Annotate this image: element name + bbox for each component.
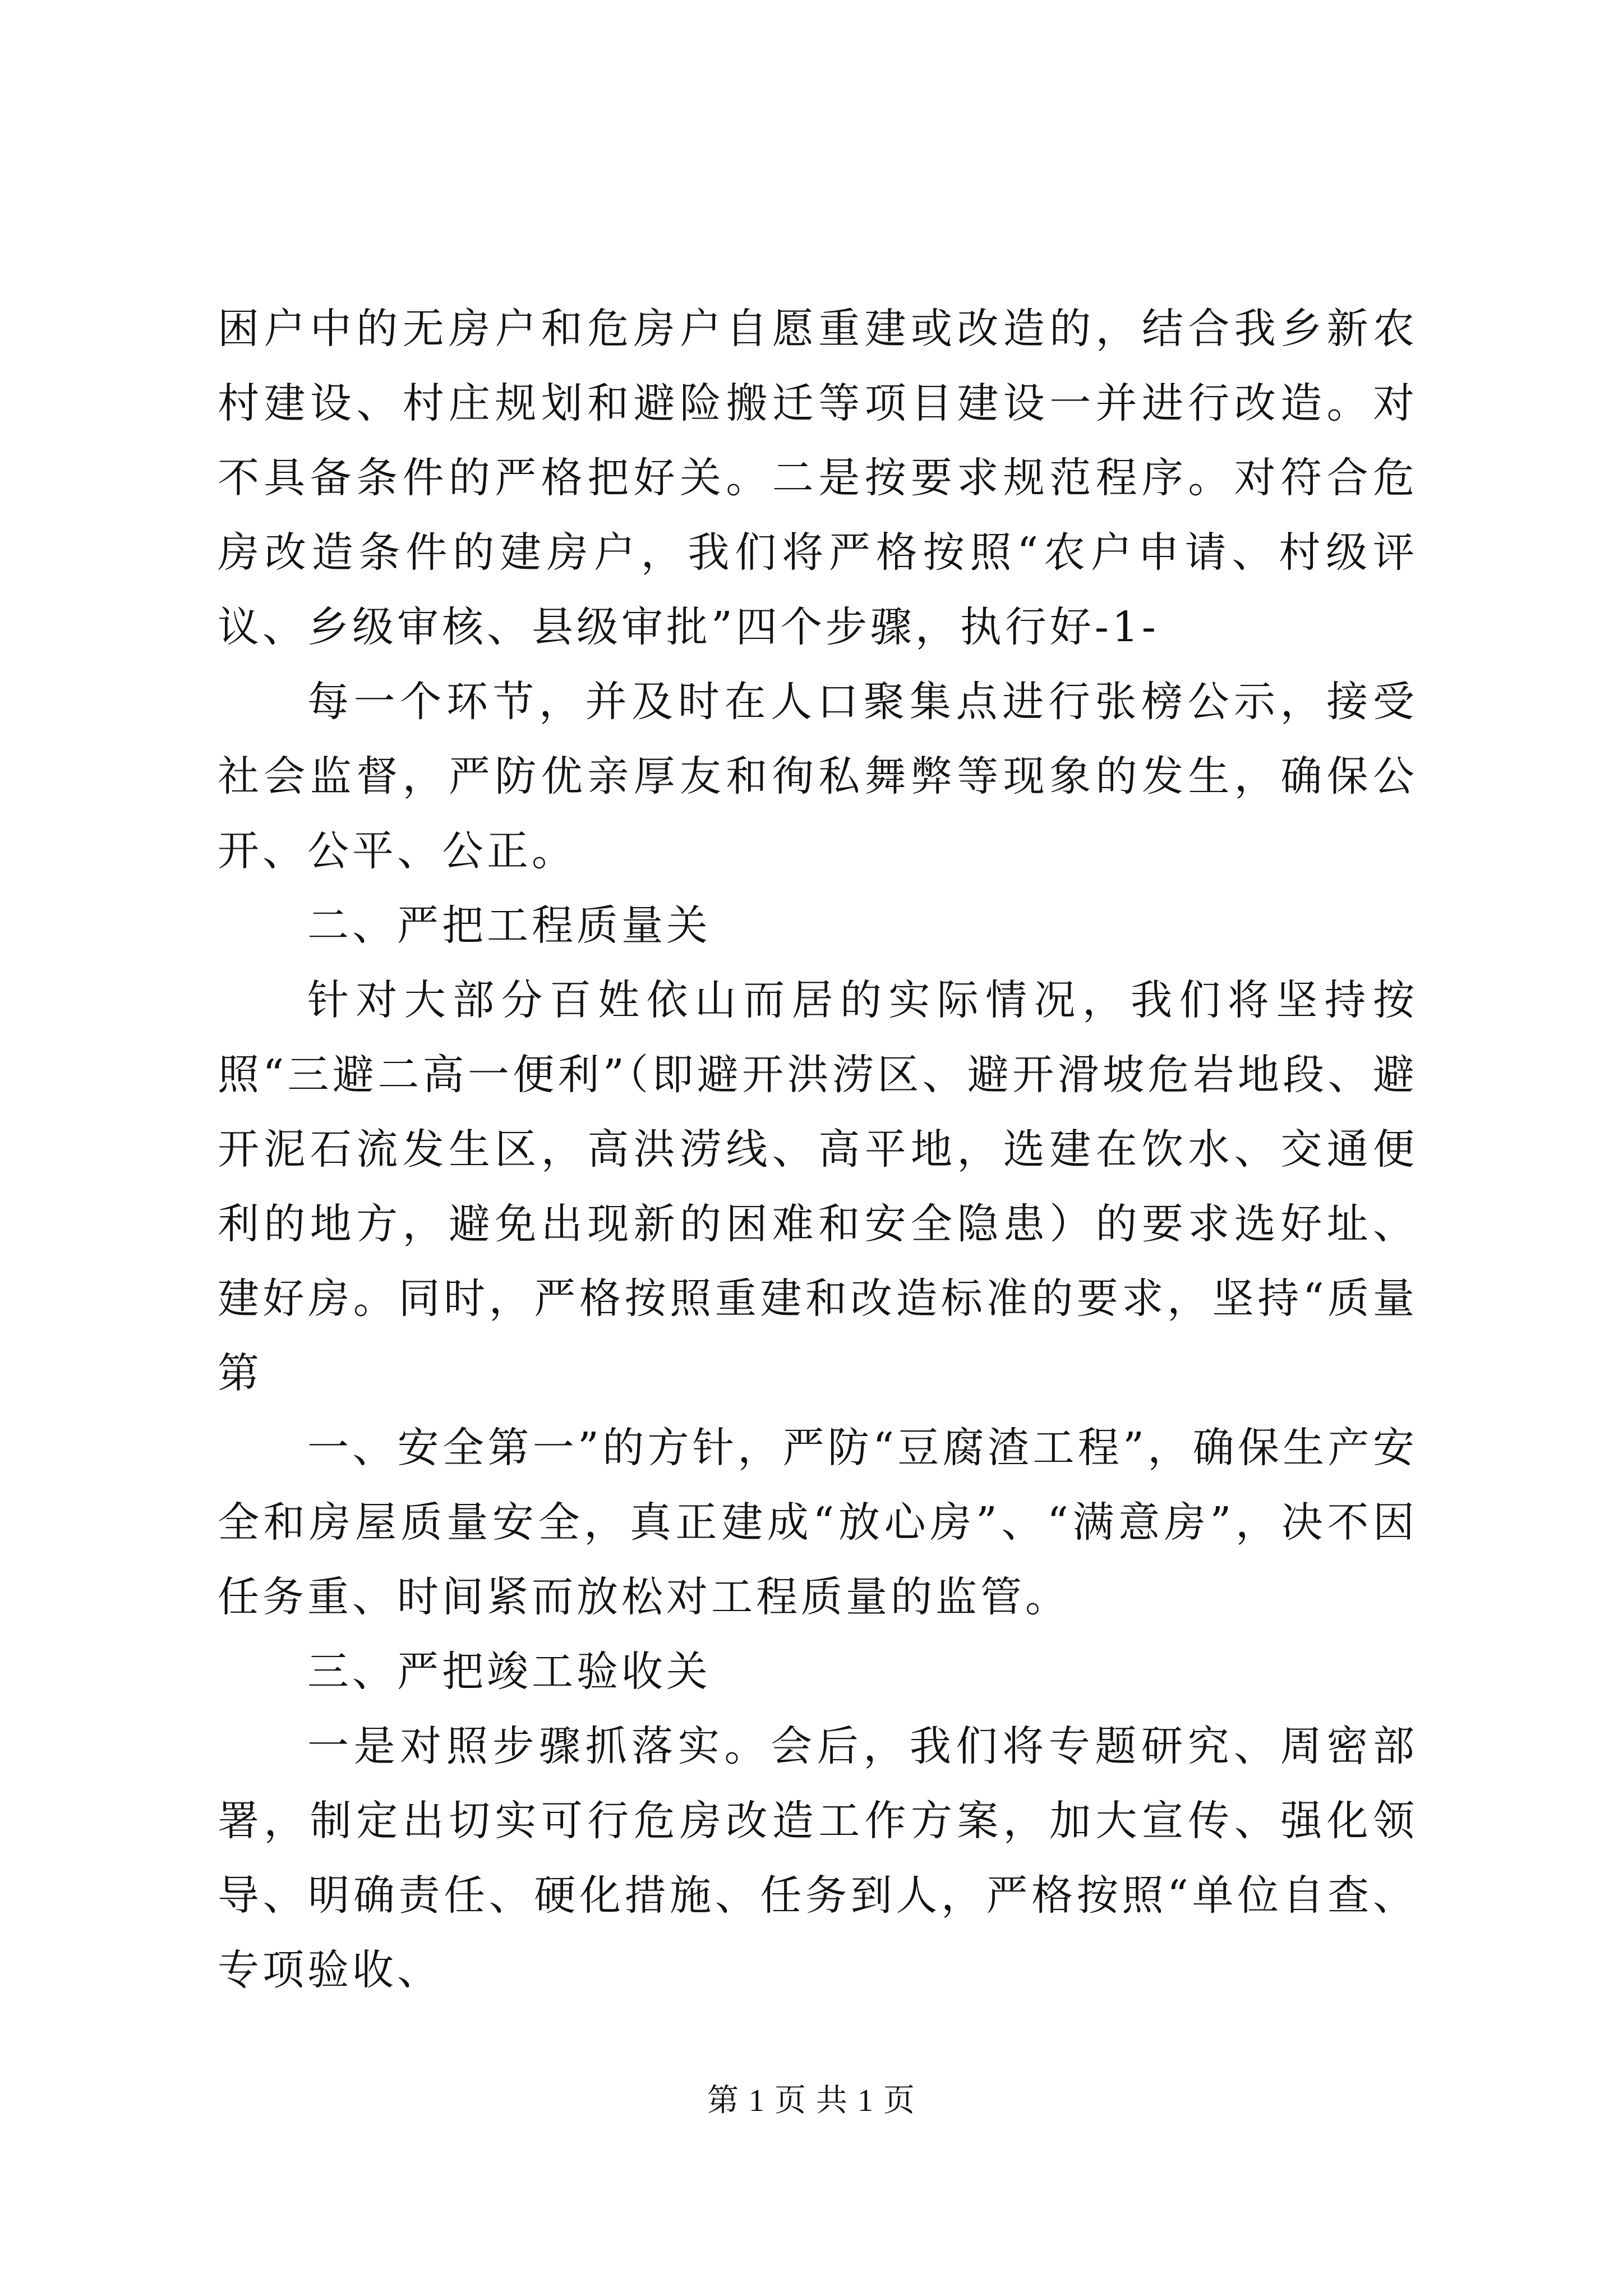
section-heading-2: 二、严把工程质量关 xyxy=(307,901,711,950)
paragraph-continuation: 困户中的无房户和危房户自愿重建或改造的，结合我乡新农村建设、村庄规划和避险搬迁等项目建设一并进行改造。对不具备条件的严格把好关。二是按要求规范程序。对符合危房改造条件的建房户，我们将严格按照“农户申请、村级评议、乡级审核、县级审批”四个步骤，执行好-1- xyxy=(218,305,1418,651)
paragraph: 一、安全第一”的方针，严防“豆腐渣工程”，确保生产安全和房屋质量安全，真正建成“放心房”、“满意房”，决不因任务重、时间紧而放松对工程质量的监管。 xyxy=(218,1424,1418,1621)
paragraph: 每一个环节，并及时在人口聚集点进行张榜公示，接受社会监督，严防优亲厚友和徇私舞弊等现象的发生，确保公开、公平、公正。 xyxy=(218,678,1418,875)
section-heading-3: 三、严把竣工验收关 xyxy=(307,1648,711,1696)
page-footer: 第 1 页 共 1 页 xyxy=(707,2083,916,2118)
paragraph: 针对大部分百姓依山而居的实际情况，我们将坚持按照“三避二高一便利”（即避开洪涝区、避开滑坡危岩地段、避开泥石流发生区，高洪涝线、高平地，选建在饮水、交通便利的地方，避免出现新的困难和安全隐患）的要求选好址、建好房。同时，严格按照重建和改造标准的要求，坚持“质量第 xyxy=(218,976,1418,1397)
paragraph: 一是对照步骤抓落实。会后，我们将专题研究、周密部署，制定出切实可行危房改造工作方案，加大宣传、强化领导、明确责任、硬化措施、任务到人，严格按照“单位自查、专项验收、 xyxy=(218,1722,1418,1994)
document-body xyxy=(218,292,1418,2008)
